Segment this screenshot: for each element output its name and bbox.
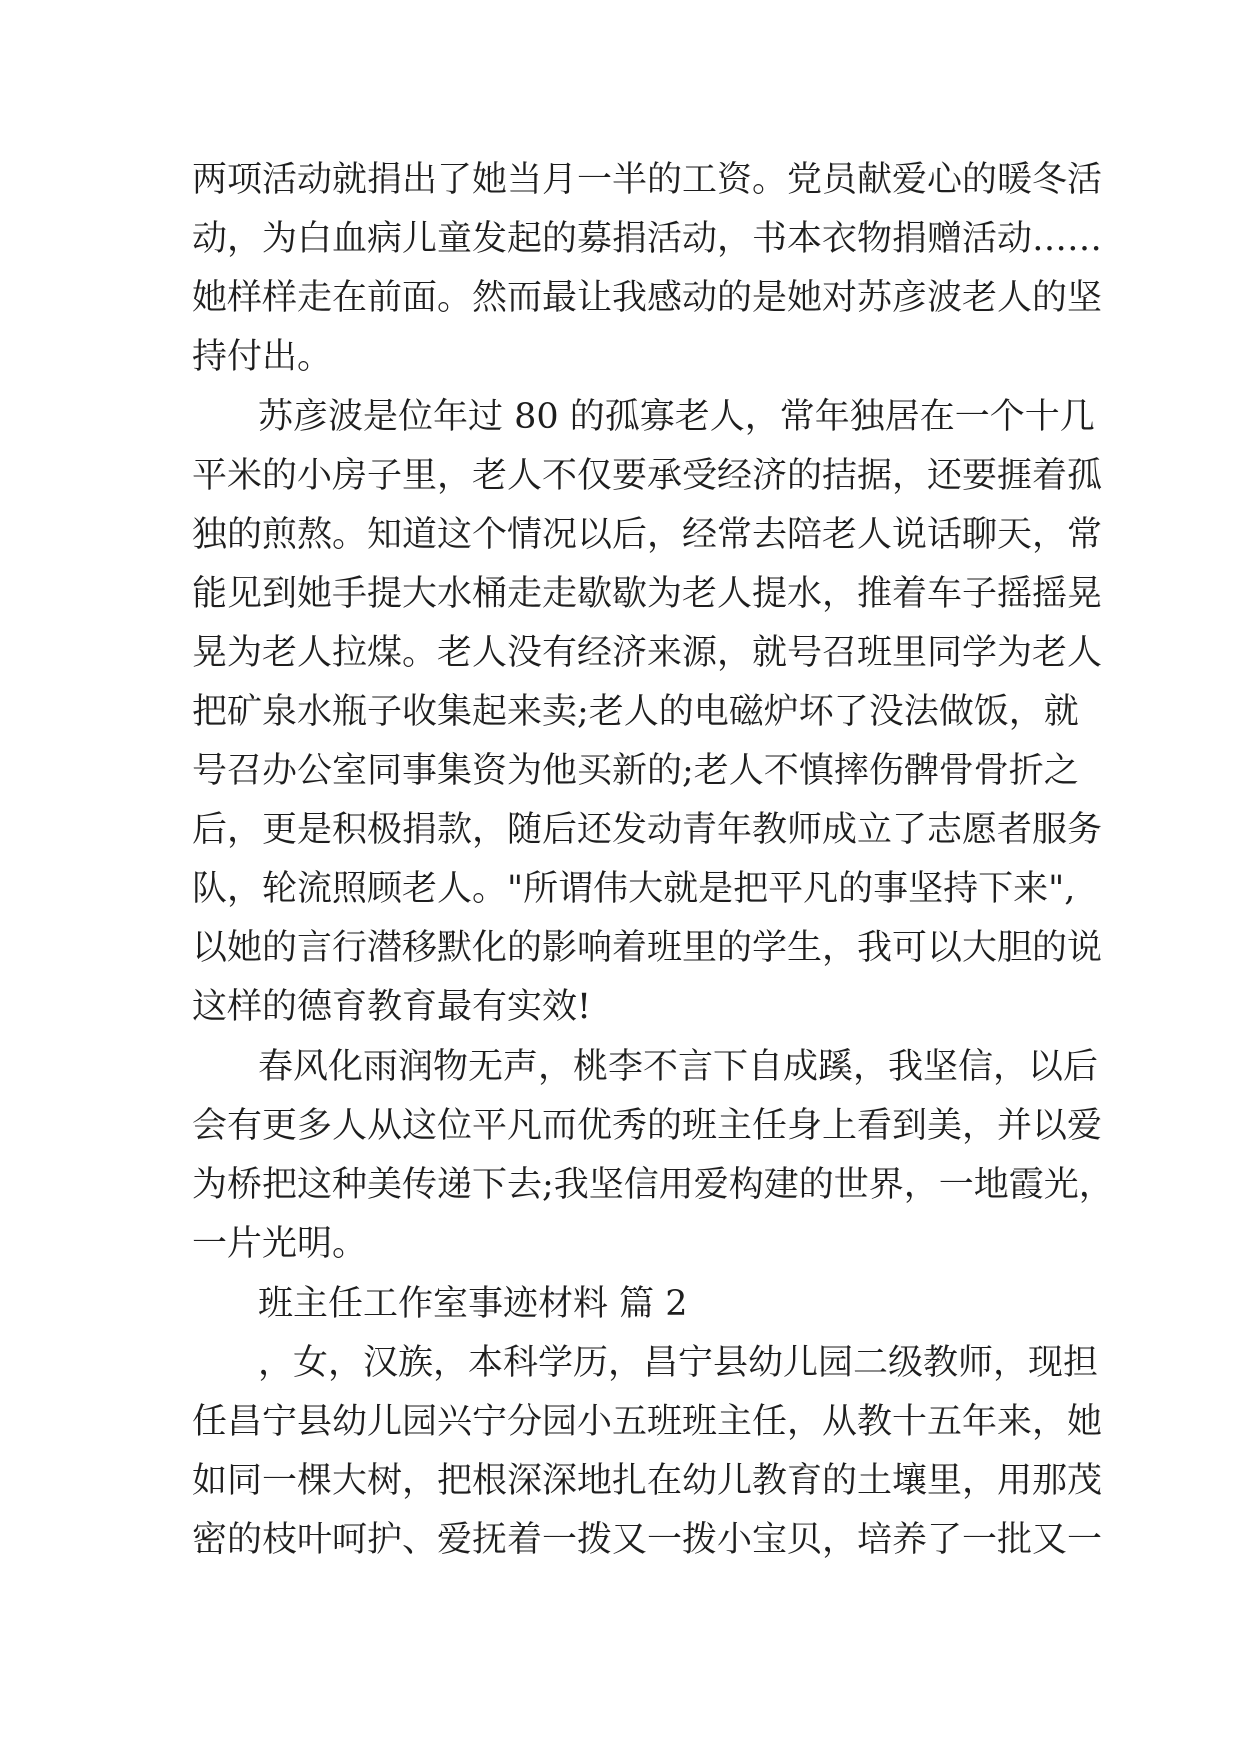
text-line: 把矿泉水瓶子收集起来卖;老人的电磁炉坏了没法做饭，就: [192, 692, 1079, 732]
text-line: 以她的言行潜移默化的影响着班里的学生，我可以大胆的说: [192, 928, 1103, 968]
text-line: 任昌宁县幼儿园兴宁分园小五班班主任，从教十五年来，她: [192, 1402, 1103, 1442]
text-line: 后，更是积极捐款，随后还发动青年教师成立了志愿者服务: [192, 810, 1103, 850]
text-line: 能见到她手提大水桶走走歇歇为老人提水，推着车子摇摇晃: [192, 574, 1103, 614]
text-line: 持付出。: [192, 337, 333, 377]
text-line: 一片光明。: [192, 1224, 368, 1264]
section-heading: 班主任工作室事迹材料 篇 2: [258, 1284, 688, 1324]
text-line: 为桥把这种美传递下去;我坚信用爱构建的世界，一地霞光，: [192, 1165, 1114, 1205]
text-line: 晃为老人拉煤。老人没有经济来源，就号召班里同学为老人: [192, 633, 1103, 673]
text-line: 苏彦波是位年过 80 的孤寡老人，常年独居在一个十几: [258, 397, 1095, 437]
text-line: 动，为白血病儿童发起的募捐活动，书本衣物捐赠活动……: [192, 219, 1103, 259]
text-line: 她样样走在前面。然而最让我感动的是她对苏彦波老人的坚: [192, 278, 1103, 318]
text-line: 春风化雨润物无声，桃李不言下自成蹊，我坚信，以后: [258, 1047, 1099, 1087]
text-line: 平米的小房子里，老人不仅要承受经济的拮据，还要捱着孤: [192, 456, 1103, 496]
text-line: 号召办公室同事集资为他买新的;老人不慎摔伤髀骨骨折之: [192, 751, 1079, 791]
text-line: 如同一棵大树，把根深深地扎在幼儿教育的土壤里，用那茂: [192, 1461, 1103, 1501]
text-line: 独的煎熬。知道这个情况以后，经常去陪老人说话聊天，常: [192, 515, 1103, 555]
text-line: ，女，汉族，本科学历，昌宁县幼儿园二级教师，现担: [258, 1343, 1099, 1383]
text-line: 队，轮流照顾老人。"所谓伟大就是把平凡的事坚持下来",: [192, 869, 1076, 909]
text-line: 密的枝叶呵护、爱抚着一拨又一拨小宝贝，培养了一批又一: [192, 1520, 1103, 1560]
text-line: 会有更多人从这位平凡而优秀的班主任身上看到美，并以爱: [192, 1106, 1103, 1146]
text-line: 两项活动就捐出了她当月一半的工资。党员献爱心的暖冬活: [192, 160, 1103, 200]
text-line: 这样的德育教育最有实效!: [192, 987, 592, 1027]
